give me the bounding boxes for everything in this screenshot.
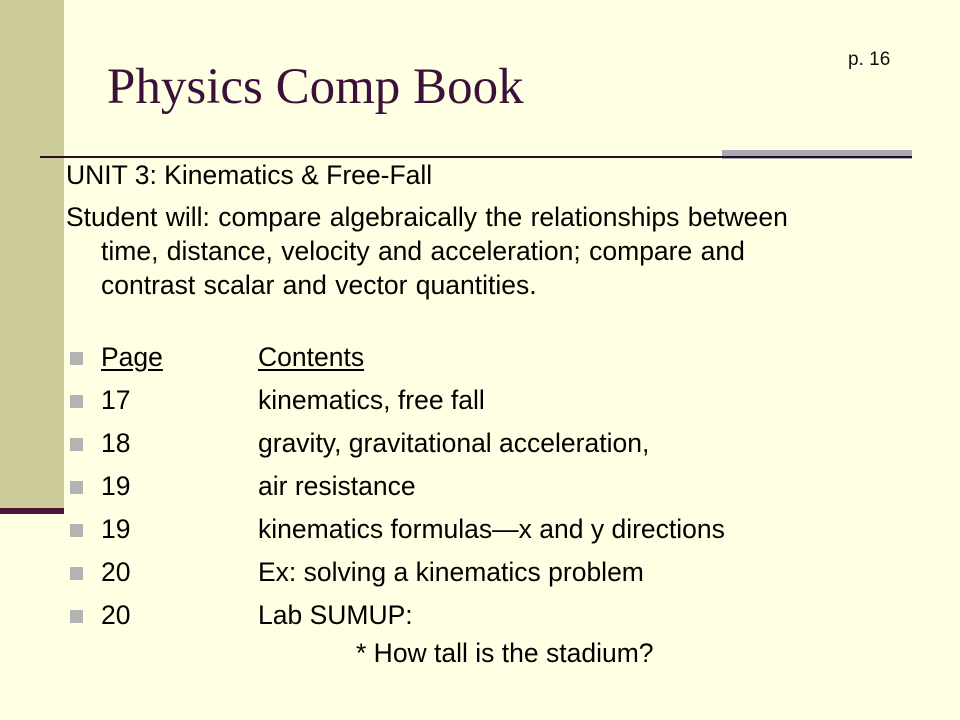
entry-contents: air resistance (258, 471, 416, 501)
square-bullet-icon (70, 438, 83, 451)
square-bullet-icon (70, 352, 83, 365)
unit-heading: UNIT 3: Kinematics & Free-Fall (66, 160, 433, 190)
entry-contents: Ex: solving a kinematics problem (258, 557, 644, 587)
entry-contents: gravity, gravitational acceleration, (258, 428, 650, 458)
page-number: p. 16 (848, 49, 891, 70)
objective-line-2: time, distance, velocity and acceleration; compare and (101, 236, 745, 266)
entry-page: 19 (101, 514, 131, 544)
slide-title: Physics Comp Book (107, 59, 524, 115)
entry-page: 18 (101, 428, 131, 458)
entry-page: 17 (101, 385, 131, 415)
left-accent-bar-end (0, 508, 64, 514)
square-bullet-icon (70, 567, 83, 580)
entry-contents: kinematics, free fall (258, 385, 485, 415)
entry-contents: kinematics formulas—x and y directions (258, 514, 725, 544)
left-accent-bar (0, 0, 64, 512)
objective-text (66, 200, 946, 302)
objective-line-1: Student will: compare algebraically the relationships between (66, 202, 788, 232)
entry-page: 19 (101, 471, 131, 501)
entry-page: 20 (101, 557, 131, 587)
entry-contents: Lab SUMUP: (258, 600, 413, 630)
objective-line-3: contrast scalar and vector quantities. (101, 270, 537, 300)
square-bullet-icon (70, 481, 83, 494)
square-bullet-icon (70, 610, 83, 623)
page-column-header: Page (101, 342, 163, 372)
entry-page: 20 (101, 600, 131, 630)
lab-question: * How tall is the stadium? (356, 638, 654, 668)
square-bullet-icon (70, 524, 83, 537)
contents-column-header: Contents (258, 342, 365, 372)
square-bullet-icon (70, 395, 83, 408)
